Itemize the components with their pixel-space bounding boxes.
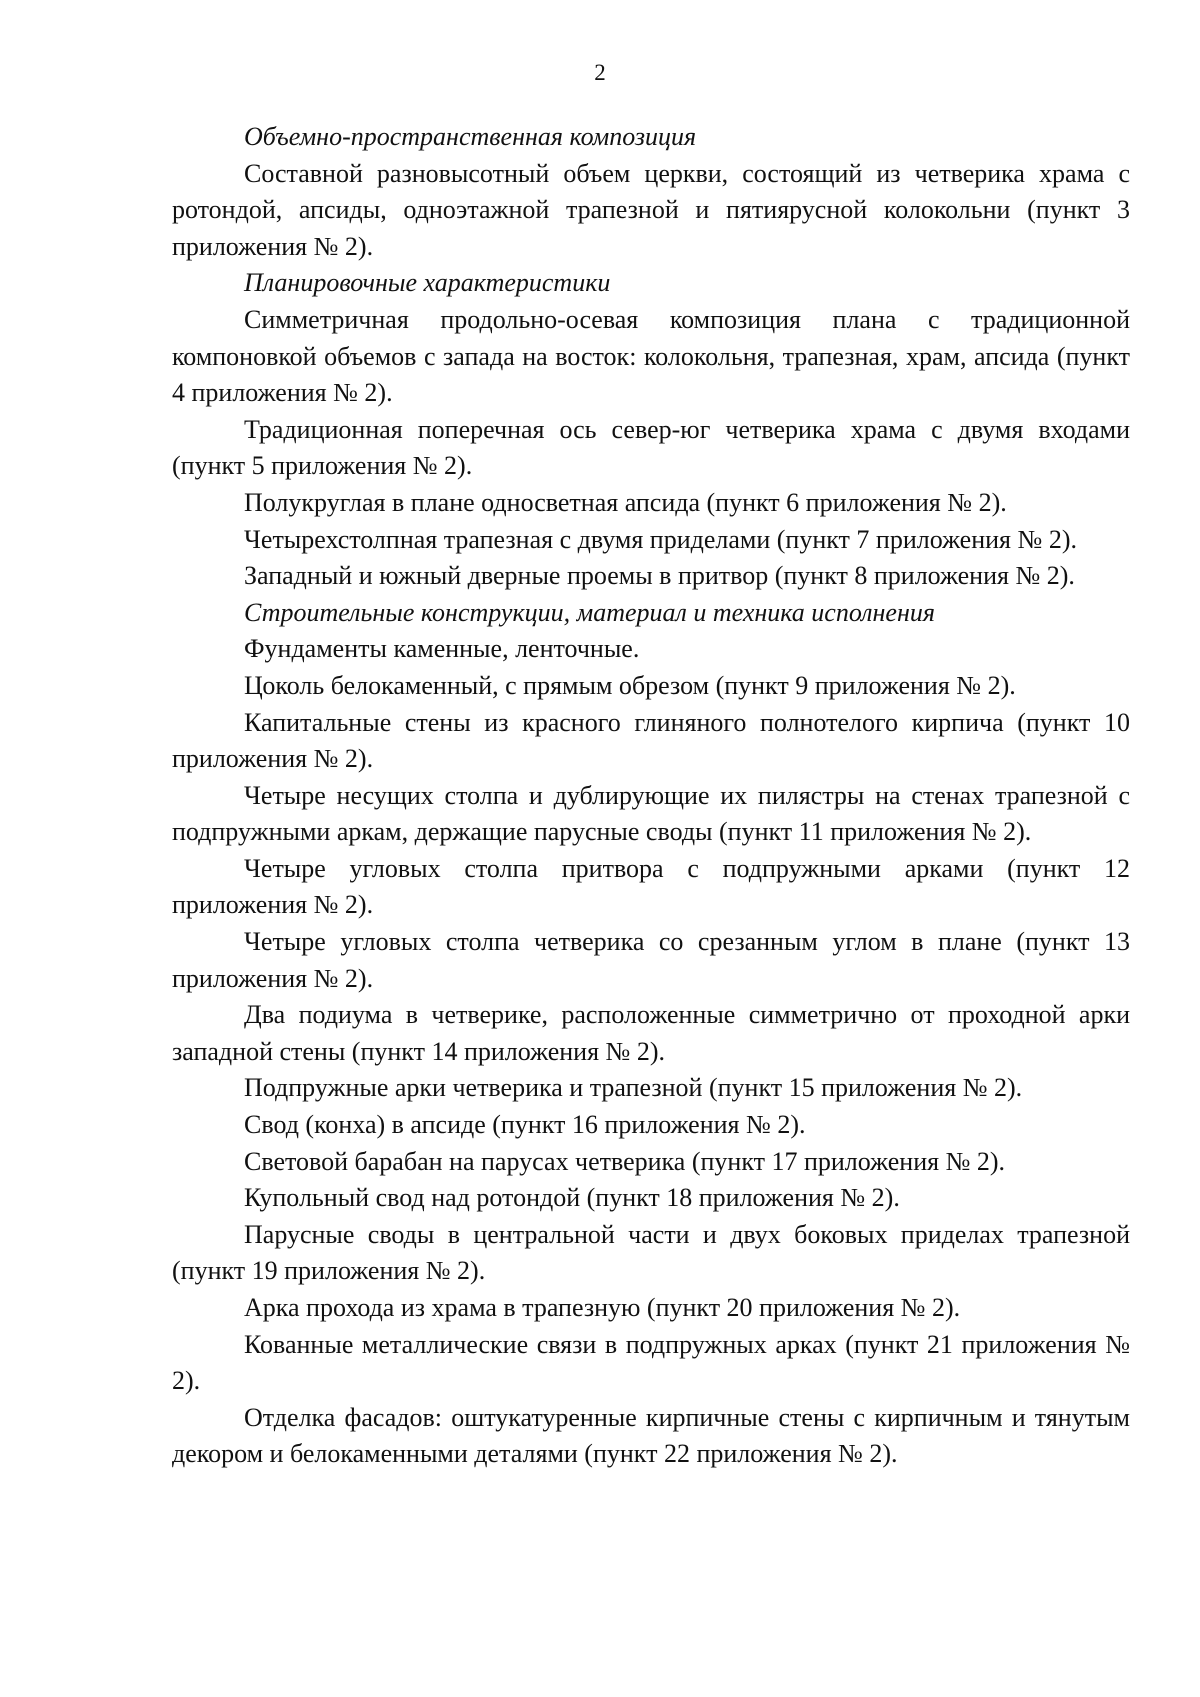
- paragraph: Четыре угловых столпа притвора с подпружными арками (пункт 12 приложения № 2).: [172, 853, 1130, 920]
- page-number: 2: [594, 60, 606, 85]
- paragraph: Свод (конха) в апсиде (пункт 16 приложения № 2).: [244, 1110, 806, 1140]
- document-body: [172, 119, 1130, 1473]
- paragraph: Полукруглая в плане односветная апсида (пункт 6 приложения № 2).: [244, 487, 1007, 517]
- paragraph: Купольный свод над ротондой (пункт 18 приложения № 2).: [244, 1183, 900, 1213]
- section-heading: Строительные конструкции, материал и техника исполнения: [244, 597, 935, 627]
- paragraph: Капитальные стены из красного глиняного полнотелого кирпича (пункт 10 приложения № 2).: [172, 707, 1130, 774]
- section-heading: Объемно-пространственная композиция: [244, 122, 697, 151]
- paragraph: Фундаменты каменные, ленточные.: [244, 634, 640, 664]
- paragraph: Кованные металлические связи в подпружных арках (пункт 21 приложения № 2).: [172, 1329, 1130, 1396]
- paragraph: Два подиума в четверике, расположенные симметрично от проходной арки западной стены (пункт 14 приложения № 2).: [172, 1000, 1130, 1066]
- paragraph: Составной разновысотный объем церкви, состоящий из четверика храма с ротондой, апсиды, одноэтажной трапезной и пятиярусной колокольни (пункт 3 приложения № 2).: [172, 158, 1130, 261]
- paragraph: Традиционная поперечная ось север-юг четверика храма с двумя входами (пункт 5 приложения № 2).: [172, 414, 1130, 481]
- paragraph: Четырехстолпная трапезная с двумя приделами (пункт 7 приложения № 2).: [244, 524, 1077, 554]
- paragraph: Подпружные арки четверика и трапезной (пункт 15 приложения № 2).: [244, 1073, 1023, 1103]
- paragraph: Четыре угловых столпа четверика со срезанным углом в плане (пункт 13 приложения № 2).: [172, 927, 1130, 993]
- paragraph: Четыре несущих столпа и дублирующие их пилястры на стенах трапезной с подпружными аркам, держащие парусные своды (пункт 11 приложения № 2).: [172, 780, 1130, 847]
- paragraph: Арка прохода из храма в трапезную (пункт 20 приложения № 2).: [244, 1293, 961, 1322]
- paragraph: Световой барабан на парусах четверика (пункт 17 приложения № 2).: [244, 1146, 1006, 1176]
- paragraph: Симметричная продольно-осевая композиция плана с традиционной компоновкой объемов с запада на восток: колокольня, трапезная, храм, апсида (пункт 4 приложения № 2).: [172, 304, 1130, 408]
- paragraph: Парусные своды в центральной части и двух боковых приделах трапезной (пункт 19 приложения № 2).: [172, 1219, 1130, 1286]
- paragraph: Отделка фасадов: оштукатуренные кирпичные стены с кирпичным и тянутым декором и белокаменными деталями (пункт 22 приложения № 2).: [172, 1402, 1130, 1469]
- paragraph: Цоколь белокаменный, с прямым обрезом (пункт 9 приложения № 2).: [244, 670, 1016, 700]
- section-heading: Планировочные характеристики: [244, 268, 611, 298]
- paragraph: Западный и южный дверные проемы в притвор (пункт 8 приложения № 2).: [244, 561, 1075, 591]
